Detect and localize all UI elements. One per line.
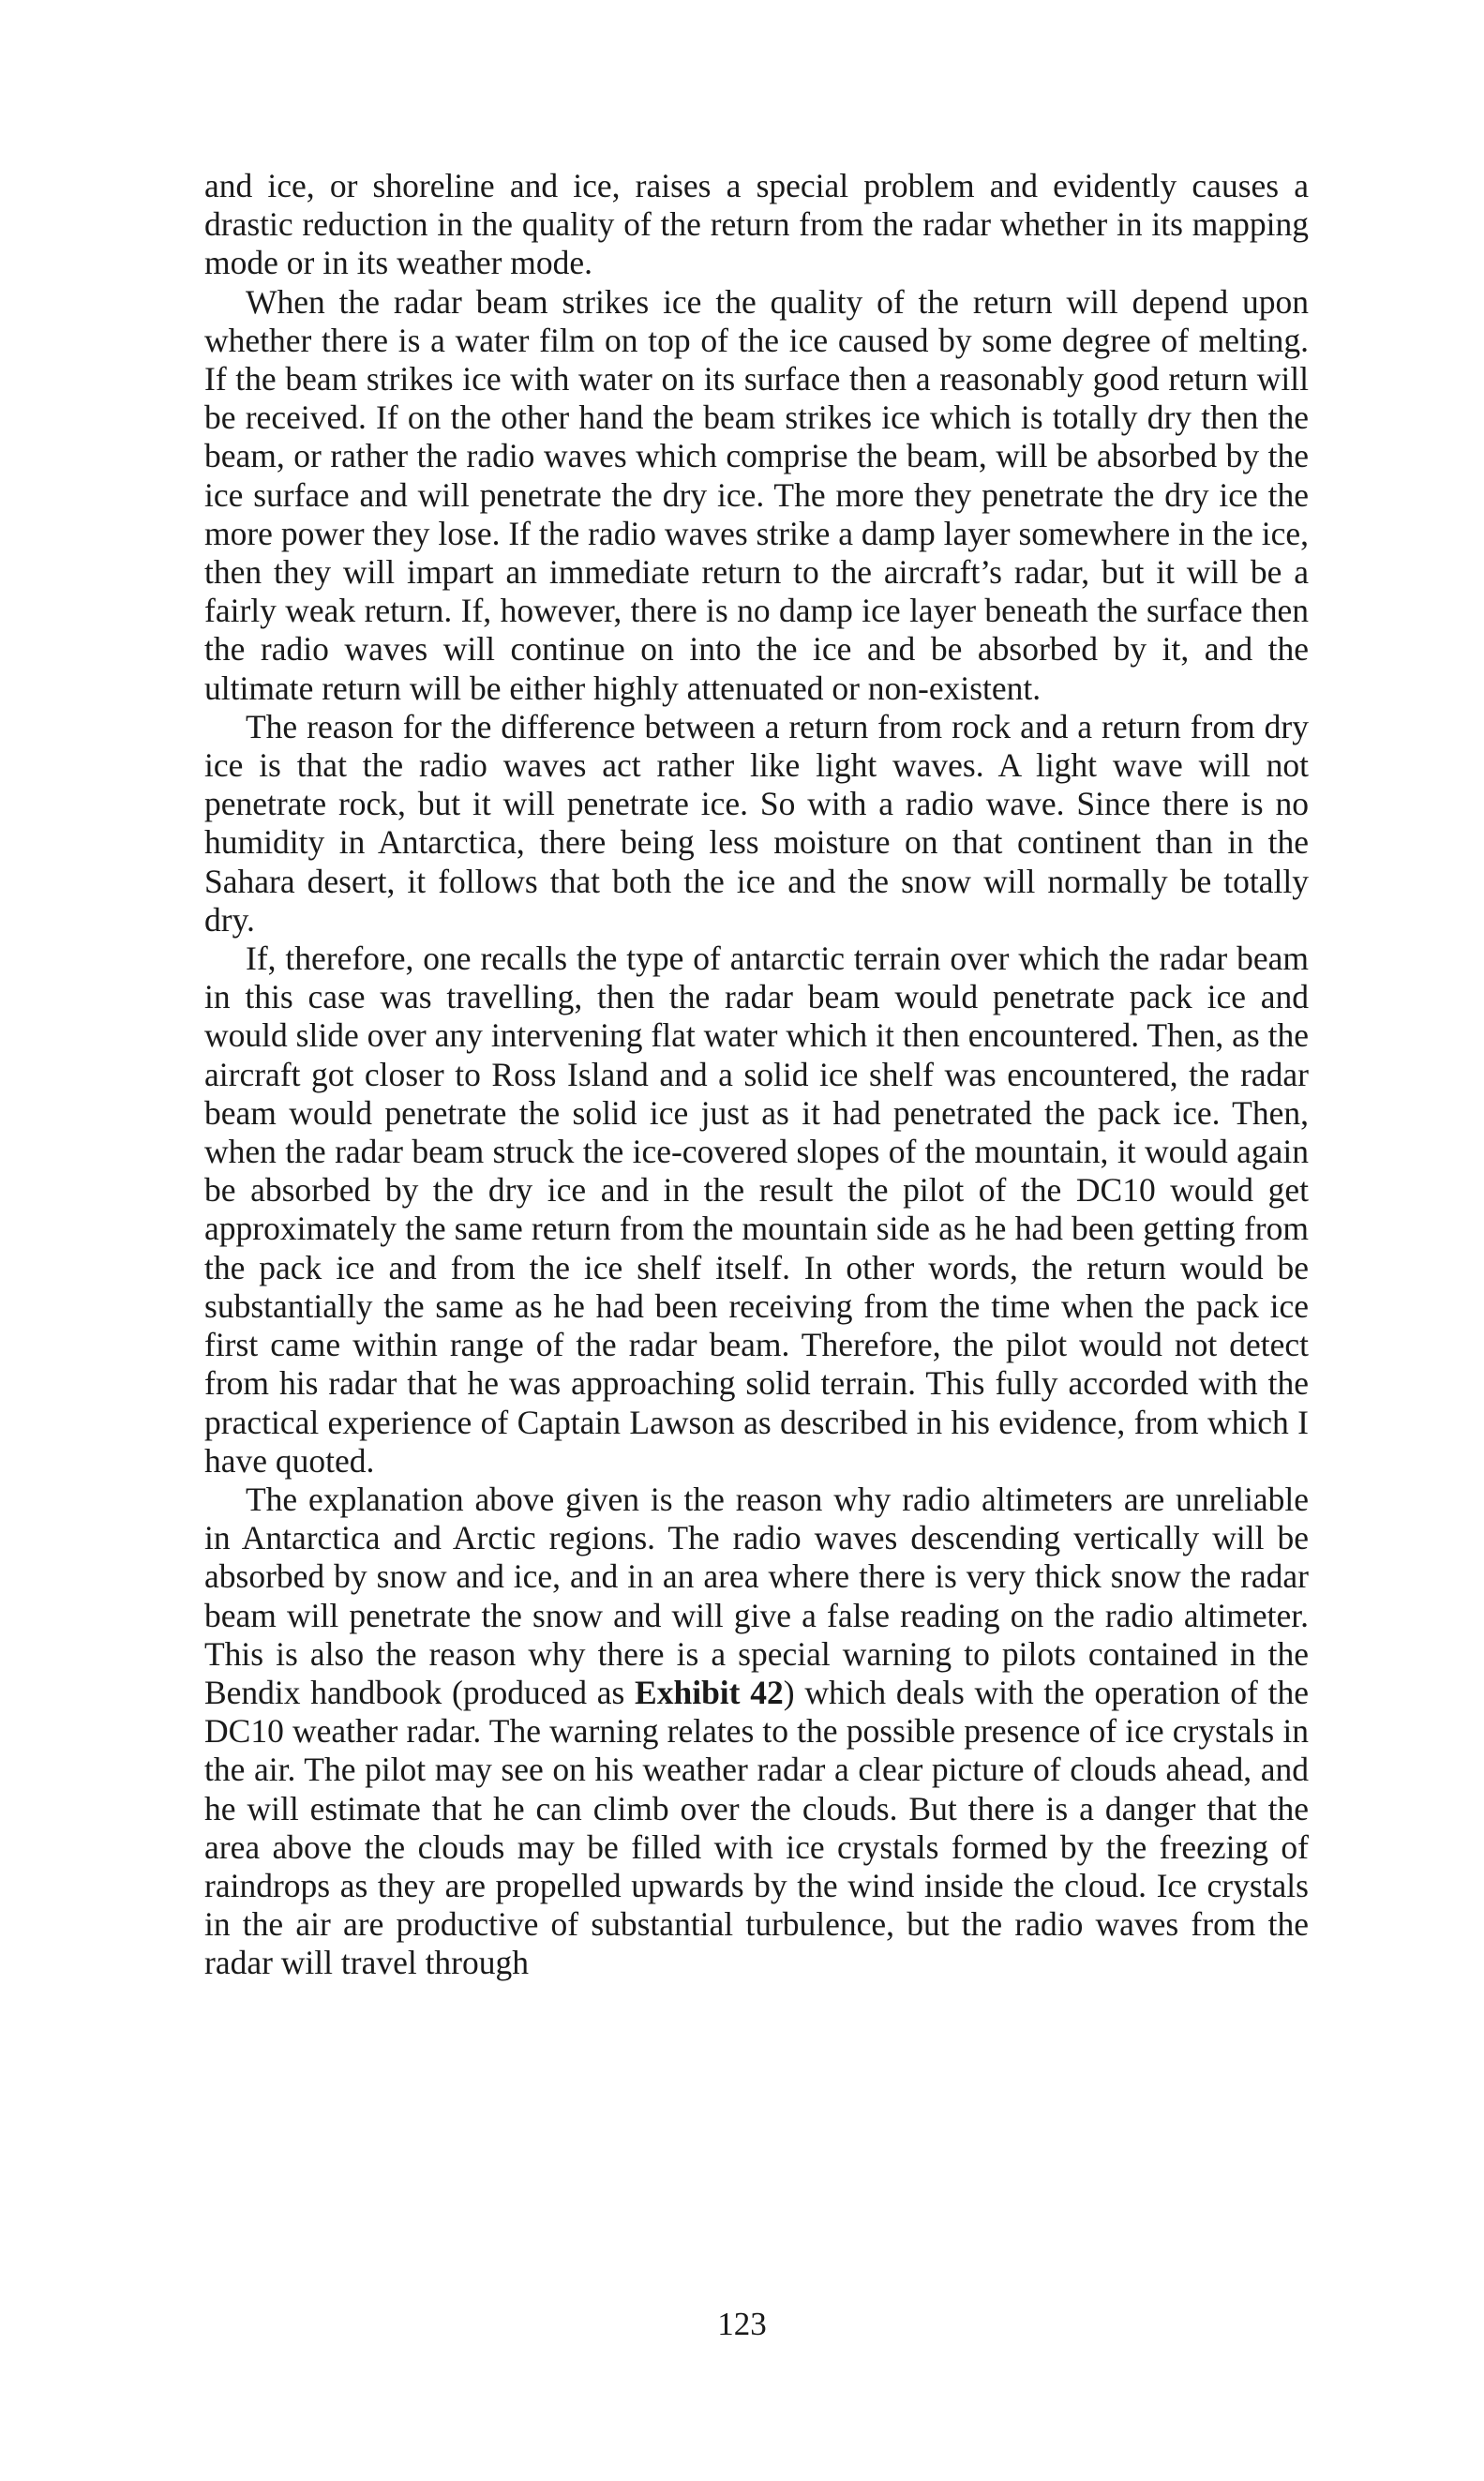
paragraph-continuation: and ice, or shoreline and ice, raises a special problem and evidently causes a drastic reduction in the quality of the return from the radar whether in its mapping mode or in its weather mode.	[204, 167, 1309, 282]
paragraph-rock-vs-ice: The reason for the difference between a return from rock and a return from dry ice is that the radio waves act rather like light waves. A light wave will not penetrate rock, but it will penetrate ice. So with a radio wave. Since there is no humidity in Antarctica, there being less moisture on that continent than in the Sahara desert, it follows that both the ice and the snow will normally be totally dry.	[204, 707, 1309, 939]
paragraph-terrain: If, therefore, one recalls the type of antarctic terrain over which the radar beam in this case was travelling, then the radar beam would penetrate pack ice and would slide over any intervening flat water which it then encountered. Then, as the aircraft got closer to Ross Island and a solid ice shelf was encountered, the radar beam would penetrate the solid ice just as it had penetrated the pack ice. Then, when the radar beam struck the ice-covered slopes of the mountain, it would again be absorbed by the dry ice and in the result the pilot of the DC10 would get approximately the same return from the mountain side as he had been getting from the pack ice and from the ice shelf itself. In other words, the return would be substantially the same as he had been receiving from the time when the pack ice first came within range of the radar beam. Therefore, the pilot would not detect from his radar that he was approaching solid terrain. This fully accorded with the practical experience of Captain Lawson as described in his evidence, from which I have quoted.	[204, 940, 1309, 1480]
page-number: 123	[717, 2306, 767, 2342]
paragraph-ice-return: When the radar beam strikes ice the quality of the return will depend upon whether there is a water film on top of the ice caused by some degree of melting. If the beam strikes ice with water on its surface then a reasonably good return will be received. If on the other hand the beam strikes ice which is totally dry then the beam, or rather the radio waves which comprise the beam, will be absorbed by the ice surface and will penetrate the dry ice. The more they penetrate the dry ice the more power they lose. If the radio waves strike a damp layer somewhere in the ice, then they will impart an immediate return to the aircraft’s radar, but it will be a fairly weak return. If, however, there is no damp ice layer beneath the surface then the radio waves will continue on into the ice and be absorbed by it, and the ultimate return will be either highly attenuated or non-existent.	[204, 282, 1309, 707]
paragraph-radio-altimeters	[204, 1481, 1309, 1983]
paragraph-text-after: ) which deals with the operation of the DC10 weather radar. The warning relates to the possible presence of ice crystals in the air. The pilot may see on his weather radar a clear picture of clouds ahead, and he will estimate that he can climb over the clouds. But there is a danger that the area above the clouds may be filled with ice crystals formed by the freezing of raindrops as they are propelled upwards by the wind inside the cloud. Ice crystals in the air are productive of substantial turbulence, but the radio waves from the radar will travel through	[204, 1673, 1309, 1982]
body-text	[204, 167, 1309, 1983]
paragraph-text-before: The explanation above given is the reason why radio altimeters are unreliable in Antarctica and Arctic regions. The radio waves descending vertically will be absorbed by snow and ice, and in an area where there is very thick snow the radar beam will penetrate the snow and will give a false reading on the radio altimeter. This is also the reason why there is a special warning to pilots contained in the Bendix handbook (produced as	[204, 1480, 1309, 1711]
exhibit-reference: Exhibit 42	[635, 1673, 784, 1711]
